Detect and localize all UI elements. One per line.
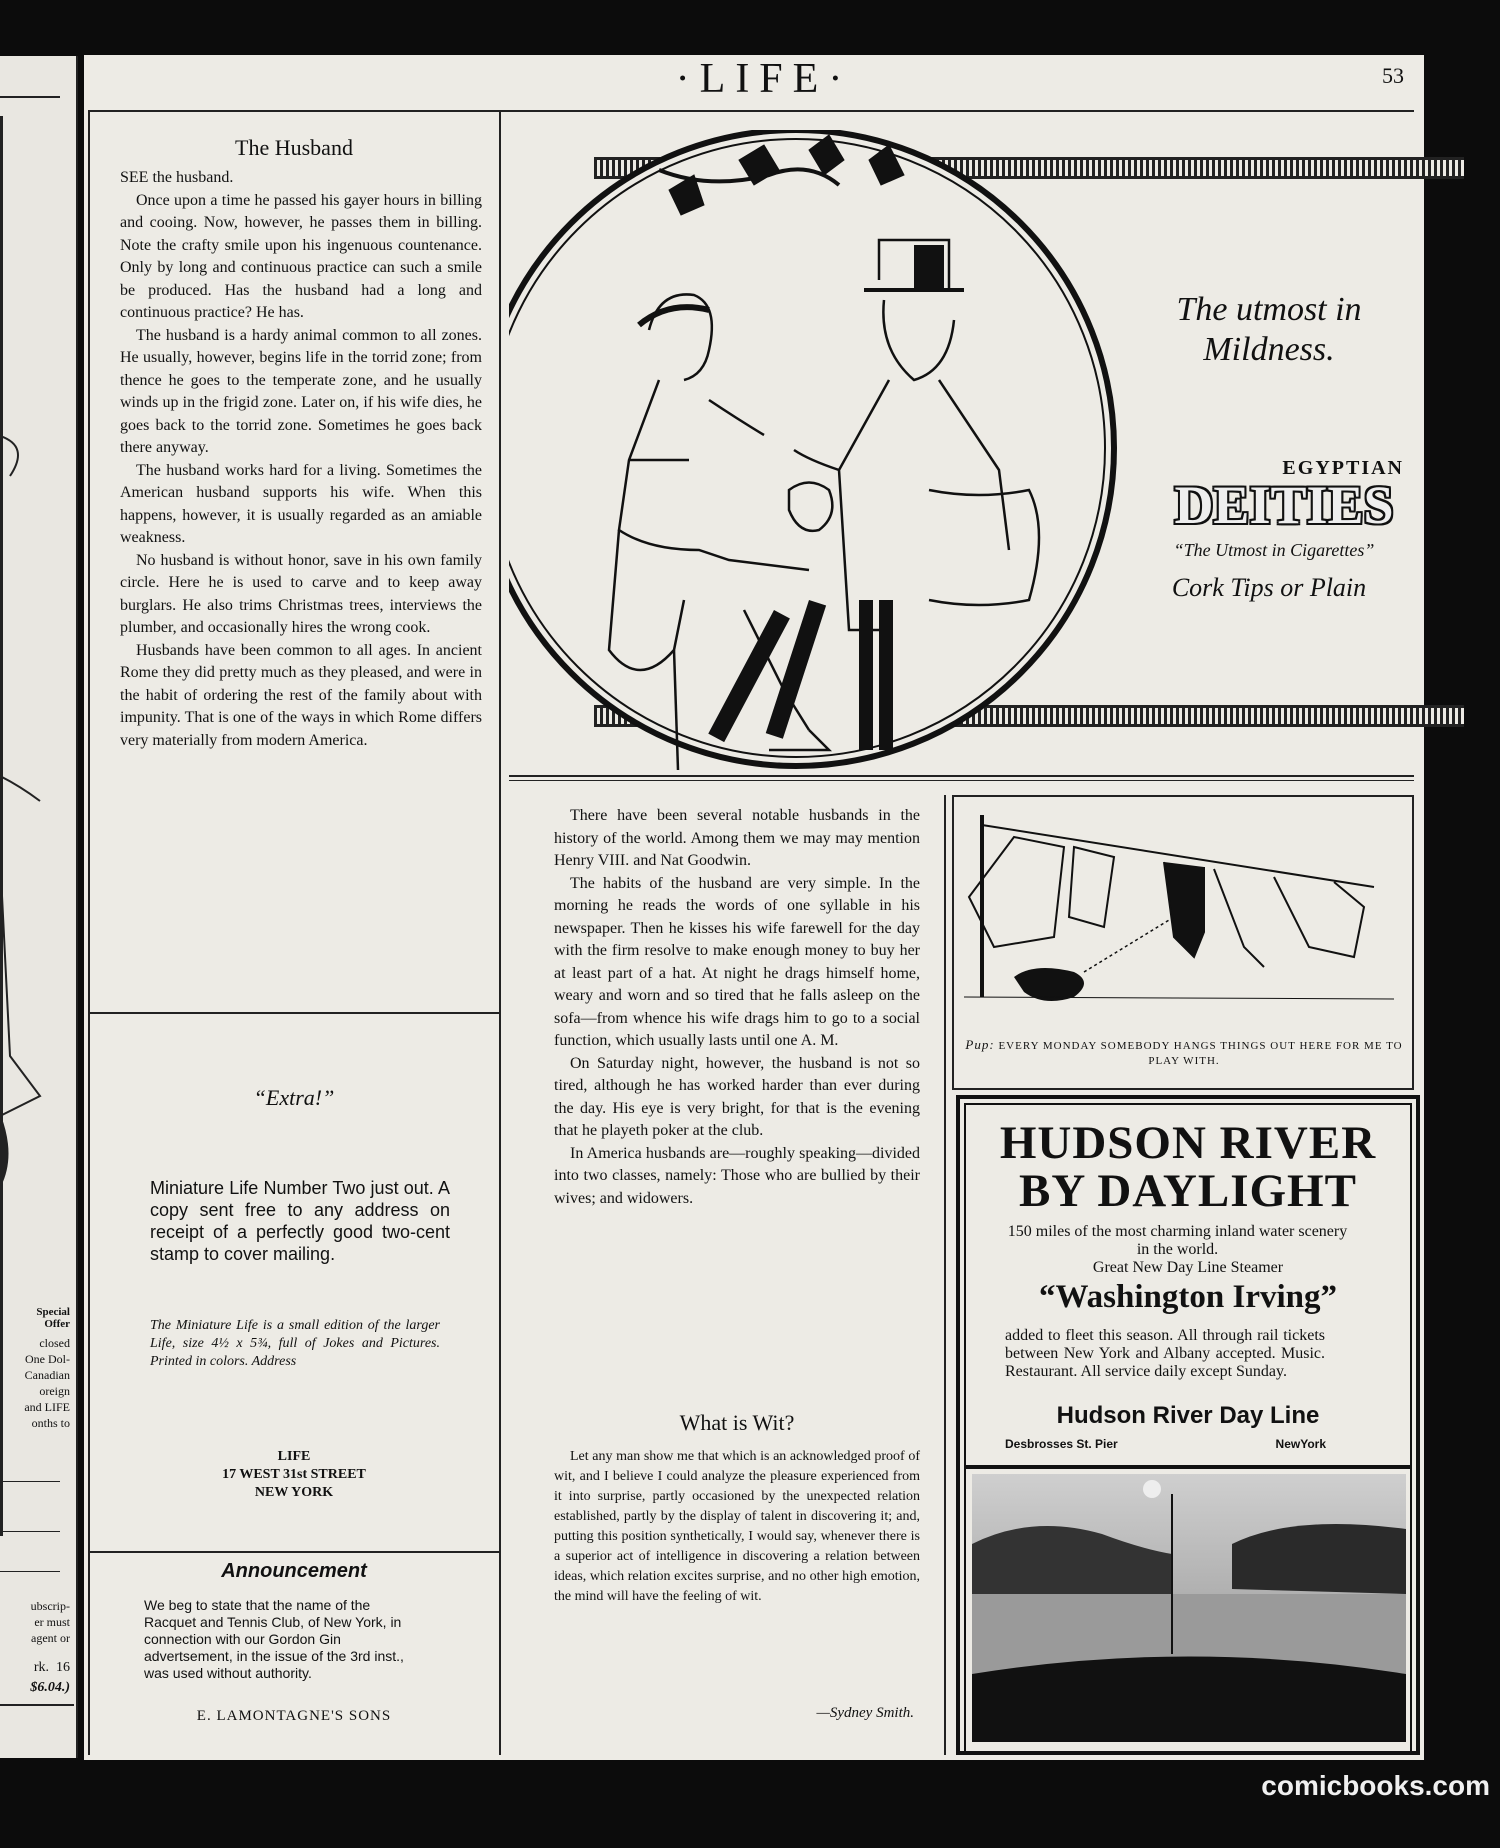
- hudson-pier: Desbrosses St. Pier: [1005, 1437, 1118, 1451]
- hudson-city: NewYork: [1275, 1437, 1326, 1451]
- fragment: er must: [34, 1615, 70, 1629]
- column-rule: [944, 795, 946, 1755]
- hudson-steamer-line: Great New Day Line Steamer: [1092, 1259, 1284, 1276]
- fragment: One Dol-: [25, 1352, 70, 1366]
- brand-logo: DEITIES: [1174, 475, 1394, 535]
- fragment: Canadian: [24, 1368, 70, 1382]
- section-rule: [509, 780, 1414, 781]
- magazine-page: [84, 55, 1424, 1760]
- article-husband-continued: [554, 805, 920, 1210]
- headline-line: HUDSON RIVER: [999, 1117, 1377, 1169]
- address-line: LIFE: [277, 1449, 311, 1464]
- cartoon-caption: [964, 1037, 1404, 1069]
- cartoon-frame: [952, 795, 1414, 1090]
- article-paragraph: The husband is a hardy animal common to all zones. He usually, however, begins life in the torrid zone; from thence he goes to the temperate zone, and he usually winds up in the frigid zone. Later on, if his wife dies, he goes back to the torrid zone. Sometimes he goes back there anyway.: [120, 326, 482, 456]
- article-paragraph: Once upon a time he passed his gayer hours in billing and cooing. Now, however, he passes them in billing. Note the crafty smile upon his ingenuous countenance. Only by long and continuous practice can such a smile be produced. Has the husband had a long and continuous practice? He has.: [120, 191, 482, 321]
- extra-note: The Miniature Life is a small edition of the larger Life, size 4½ x 5¾, full of Jokes and Pictures. Printed in colors. Address: [150, 1318, 440, 1369]
- fragment: agent or: [31, 1631, 70, 1645]
- section-rule: [90, 1012, 499, 1014]
- hudson-photo: [972, 1474, 1406, 1742]
- extra-address: [104, 1448, 484, 1502]
- hudson-headline: [968, 1119, 1408, 1215]
- section-rule: [90, 1551, 499, 1553]
- article-paragraph: No husband is without honor, save in his own family circle. Here he is used to carve and to keep away burglars. He also trims Christmas trees, interviews the plumber, and occasionally hires the wrong cook.: [120, 551, 482, 636]
- page-number: 53: [1382, 63, 1404, 88]
- caption-speaker: Pup:: [965, 1037, 995, 1052]
- masthead: ·LIFE·: [675, 56, 853, 102]
- article-husband: [120, 167, 482, 752]
- cartoon-clothesline: [954, 797, 1412, 1017]
- announcement-body: We beg to state that the name of the Racquet and Tennis Club, of New York, in connection with our Gordon Gin advertsement, in the issue of the 3rd inst., was used without authority.: [144, 1597, 404, 1681]
- fragment: ubscrip-: [30, 1599, 70, 1613]
- caption-text: EVERY MONDAY SOMEBODY HANGS THINGS OUT HERE FOR ME TO PLAY WITH.: [998, 1040, 1403, 1067]
- article-paragraph: Husbands have been common to all ages. In ancient Rome they did pretty much as they pleased, and were in the habit of ordering the rest of the family about with impunity. That is one of the ways in which Rome differs very materially from modern America.: [120, 641, 482, 749]
- article-paragraph: There have been several notable husbands in the history of the world. Among them we may may mention Henry VIII. and Nat Goodwin.: [554, 807, 920, 869]
- article-paragraph: On Saturday night, however, the husband is not so tired, although he has worked harder than ever during the day. His eye is very bright, for that is the evening that he playeth poker at the club.: [554, 1054, 920, 1139]
- fragment: Special: [36, 1306, 70, 1318]
- fragment: oreign: [39, 1384, 70, 1398]
- article-paragraph: The husband works hard for a living. Sometimes the American husband supports his wife. When this happens, however, it is usually regarded as an amiable weakness.: [120, 461, 482, 546]
- headline-line: BY DAYLIGHT: [1019, 1165, 1357, 1217]
- address-line: NEW YORK: [254, 1485, 334, 1500]
- address-line: 17 WEST 31st STREET: [222, 1467, 366, 1482]
- announcement-signature: E. LAMONTAGNE'S SONS: [196, 1708, 392, 1724]
- illustration-couple: [509, 130, 1219, 770]
- hudson-ad: [956, 1095, 1420, 1755]
- fragment: Offer: [44, 1318, 70, 1330]
- extra-title: “Extra!”: [253, 1085, 335, 1110]
- article-title: The Husband: [235, 135, 353, 160]
- brand-variant: Cork Tips or Plain: [1171, 573, 1367, 602]
- wit-attribution: —Sydney Smith.: [816, 1705, 914, 1721]
- hudson-details: added to fleet this season. All through rail tickets between New York and Albany accepted. Music. Restaurant. All service daily except Sunday.: [1005, 1327, 1325, 1380]
- watermark: comicbooks.com: [1261, 1770, 1490, 1801]
- wit-article: [554, 1447, 920, 1607]
- brand-slogan: “The Utmost in Cigarettes”: [1173, 540, 1375, 560]
- article-paragraph: The habits of the husband are very simple. In the morning he reads the words of one syllable in his newspaper. Then he kisses his wife farewell for the day with the firm resolve to make enough money to buy her at least part of a hat. At night he drags himself home, weary and worn and so tired that he falls asleep on the sofa—from whence his wife drags him to go to a social function, which usually lasts until one A. M.: [554, 874, 920, 1049]
- hudson-intro: 150 miles of the most charming inland water scenery in the world.: [1007, 1223, 1348, 1258]
- extra-body: Miniature Life Number Two just out. A copy sent free to any address on receipt of a perfectly good two-cent stamp to cover mailing.: [150, 1178, 450, 1264]
- deities-tagline: [1129, 290, 1409, 370]
- wit-body: Let any man show me that which is an acknowledged proof of wit, and I believe I could analyze the pleasure experienced from it into surprise, partly occasioned by the unexpected relation established, partly by the display of talent in discovering it; and, putting this position synthetically, I would say, whenever there is a superior act of intelligence in discovering a relation between ideas, which relation excites surprise, and no other high emotion, the mind will have the feeling of wit.: [554, 1449, 920, 1604]
- fragment: closed: [39, 1336, 70, 1350]
- article-paragraph: In America husbands are—roughly speaking—divided into two classes, namely: Those who are bullied by their wives; and widowers.: [554, 1144, 920, 1207]
- article-paragraph: SEE the husband.: [120, 169, 234, 186]
- announcement-title: Announcement: [221, 1560, 367, 1582]
- fragment: and LIFE: [24, 1400, 70, 1414]
- tagline-line: Mildness.: [1203, 331, 1335, 368]
- hudson-company: Hudson River Day Line: [1056, 1402, 1320, 1429]
- fragment: $6.04.): [30, 1680, 70, 1695]
- fragment: onths to: [31, 1416, 70, 1430]
- fragment: rk. 16: [33, 1660, 70, 1675]
- facing-page-illustration: [0, 356, 78, 1256]
- section-rule: [509, 775, 1414, 777]
- facing-page-edge: [0, 56, 78, 1758]
- tagline-line: The utmost in: [1176, 291, 1362, 328]
- hudson-steamer-name: “Washington Irving”: [1039, 1279, 1337, 1315]
- column-rule: [88, 110, 90, 1755]
- wit-title: What is Wit?: [679, 1410, 795, 1435]
- brand-small: EGYPTIAN: [1282, 457, 1404, 479]
- column-rule: [499, 112, 501, 1755]
